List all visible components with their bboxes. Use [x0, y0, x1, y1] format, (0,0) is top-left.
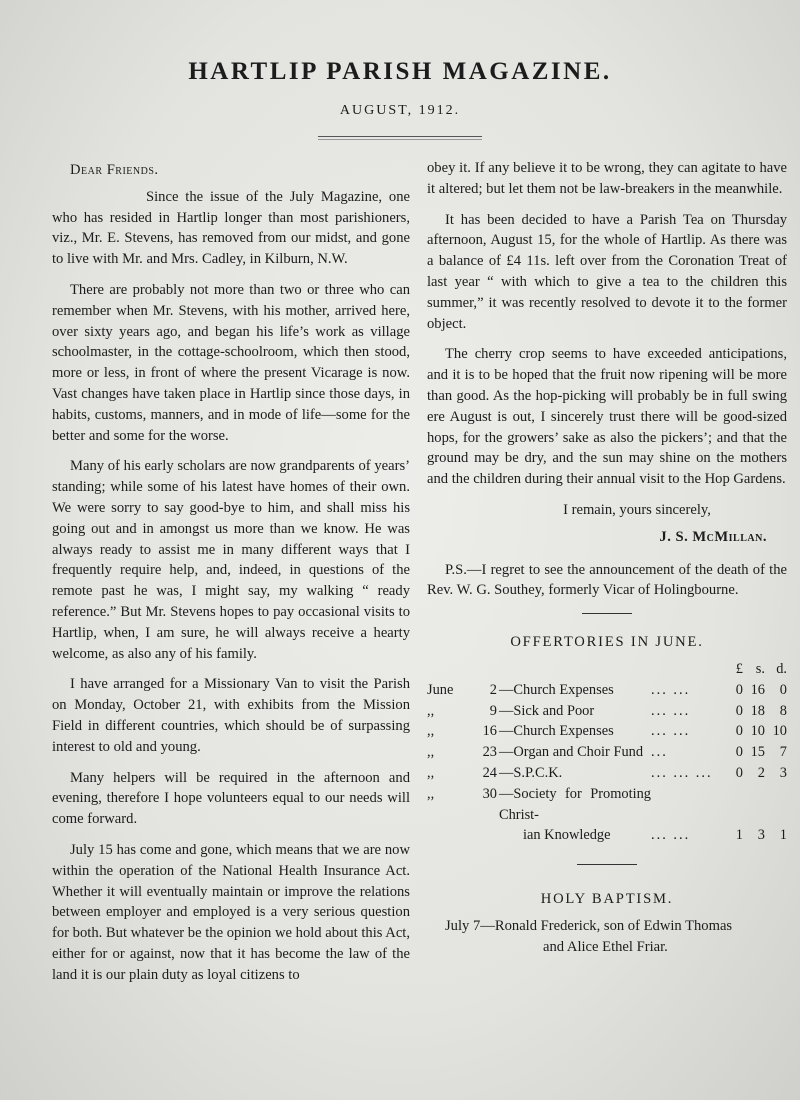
letter-paragraph: obey it. If any believe it to be wrong, they can agitate to have it altered; but let them not be law-breakers in the meanwhile. — [427, 160, 787, 197]
offertory-purpose: —Sick and Poor — [499, 702, 595, 719]
pounds-header: £ — [735, 660, 743, 677]
offertory-leader: ... ... — [651, 723, 691, 740]
issue-date: AUGUST, 1912. — [339, 103, 461, 118]
baptism-entry-line: and Alice Ethel Friar. — [543, 938, 668, 955]
offertory-row — [427, 721, 787, 742]
offertory-pence: 0 — [779, 681, 787, 698]
offertory-row — [427, 701, 787, 722]
offertory-day: 23 — [482, 744, 497, 761]
letter-paragraph: Many of his early scholars are now grandparents of years’ standing; while some of his latest have homes of their own. We were sorry to say good-bye to him, and shall miss his going out and in amongst us more than we know. He was always ready to assist me in many different ways that I frequently require help, and, indeed, in questions of the remote past he was, I might say, my walking “ ready reference.” But Mr. Stevens hopes to pay occasional visits to Hartlip, when, I am sure, he will always receive a hearty welcome, as also any of his family. — [52, 458, 410, 662]
offertory-leader: ... ... — [651, 827, 691, 844]
offertory-month: June — [427, 681, 454, 698]
offertory-pounds: 0 — [735, 681, 743, 698]
letter-paragraph: Many helpers will be required in the afternoon and evening, therefore I hope volunteers equal to our needs will come forward. — [52, 769, 410, 828]
offertory-shillings: 18 — [750, 702, 765, 719]
offertory-month — [427, 825, 467, 846]
offertory-row — [427, 742, 787, 763]
offertory-purpose: —Society for Promoting Christ- — [499, 785, 651, 823]
offertory-pounds: 0 — [735, 702, 743, 719]
pence-header: d. — [776, 660, 787, 677]
offertory-pounds: 1 — [735, 827, 743, 844]
letter-paragraph: It has been decided to have a Parish Tea on Thursday afternoon, August 15, for the whole of Hartlip. As there was a balance of £4 11s. left over from the Coronation Treat of last year “ with which to give a tea to the children this summer,” it was recently resolved to devote it to the former object. — [427, 211, 787, 332]
offertory-purpose: ian Knowledge — [523, 827, 611, 844]
letter-paragraph: I have arranged for a Missionary Van to visit the Parish on Monday, October 21, with exhibits from the Mission Field in different countries, which should be of surpassing interest to old and young. — [52, 676, 410, 755]
offertory-row — [427, 763, 787, 784]
letter-paragraph: The cherry crop seems to have exceeded anticipations, and it is to be hoped that the fruit now ripening will be more than good. As the hop-picking will probably be in full swing ere August is out, I sincerely trust there will be good-sized hops, for the growers’ sake as also the pickers’; and that the ground may be dry, and the sun may shine on the mothers and the children during their annual visit to the Hop Gardens. — [427, 346, 787, 488]
shillings-header: s. — [755, 660, 765, 677]
offertory-shillings: 2 — [757, 764, 765, 781]
offertory-day — [467, 825, 499, 846]
offertory-pounds: 0 — [735, 764, 743, 781]
section-divider — [582, 613, 632, 614]
offertory-month: ,, — [427, 723, 435, 740]
letter-closing: I remain, yours sincerely, — [563, 501, 711, 518]
offertory-shillings: 15 — [750, 744, 765, 761]
offertory-month: ,, — [427, 785, 435, 802]
offertory-month: ,, — [427, 702, 435, 719]
offertory-purpose: —Organ and Choir Fund — [499, 744, 644, 761]
offertory-pence: 8 — [779, 702, 787, 719]
offertory-purpose: —Church Expenses — [499, 681, 614, 698]
offertory-shillings — [743, 784, 765, 826]
letter-paragraph: July 15 has come and gone, which means that we are now within the operation of the National Health Insurance Act. Whether it will eventually maintain or improve the relations between employer and employed is a very serious question for both. But whatever be the opinion we hold about this Act, either for or against, now that it has become the law of the land it is our plain duty as loyal citizens to — [52, 841, 410, 983]
offertory-pence: 10 — [772, 723, 787, 740]
offertory-pounds: 0 — [735, 723, 743, 740]
header-rule — [318, 136, 482, 140]
offertory-pence: 3 — [779, 764, 787, 781]
offertory-leader: ... ... — [651, 702, 691, 719]
offertory-day: 24 — [482, 764, 497, 781]
offertory-pence — [765, 784, 787, 826]
offertory-pounds: 0 — [735, 744, 743, 761]
offertory-pence: 7 — [779, 744, 787, 761]
right-column — [427, 158, 787, 968]
offertory-pence: 1 — [779, 827, 787, 844]
left-column — [52, 160, 410, 995]
magazine-title: HARTLIP PARISH MAGAZINE. — [188, 58, 612, 85]
baptism-entry — [427, 916, 787, 958]
offertories-heading: OFFERTORIES IN JUNE. — [510, 634, 704, 651]
postscript: P.S.—I regret to see the announcement of the death of the Rev. W. G. Southey, formerly Vicar of Holingbourne. — [427, 561, 787, 599]
offertory-month: ,, — [427, 764, 435, 781]
offertory-day: 2 — [489, 681, 497, 698]
letter-paragraph: Since the issue of the July Magazine, one who has resided in Hartlip longer than most parishioners, viz., Mr. E. Stevens, has removed from our midst, and gone to live with Mr. and Mrs. Cadley, in Kilburn, N.W. — [52, 188, 410, 268]
offertory-shillings: 16 — [750, 681, 765, 698]
offertory-row — [427, 784, 787, 826]
offertory-row — [427, 825, 787, 846]
offertory-purpose: —S.P.C.K. — [499, 764, 563, 781]
offertory-day: 9 — [489, 702, 497, 719]
letter-salutation: Dear Friends. — [70, 162, 159, 178]
offertory-leader: ... ... — [651, 681, 691, 698]
section-divider — [577, 864, 637, 865]
offertory-row — [427, 680, 787, 701]
offertory-purpose: —Church Expenses — [499, 723, 614, 740]
offertory-leader — [651, 784, 721, 826]
offertory-leader: ... — [651, 744, 668, 761]
letter-paragraph: There are probably not more than two or three who can remember when Mr. Stevens, with his mother, arrived here, over sixty years ago, and began his life’s work as village schoolmaster, in the cottage-schoolroom, which then stood, more or less, in front of where the present Vicarage is now. Vast changes have taken place in Hartlip since those days, in habits, customs, manners, and in mode of life—some for the better and some for the worse. — [52, 281, 410, 444]
offertory-day: 30 — [482, 785, 497, 802]
offertory-leader: ... ... ... — [651, 764, 713, 781]
offertory-shillings: 10 — [750, 723, 765, 740]
baptism-entry-line: July 7—Ronald Frederick, son of Edwin Thomas — [445, 917, 733, 934]
baptism-heading: HOLY BAPTISM. — [540, 891, 674, 908]
currency-header-row — [427, 659, 787, 680]
offertory-shillings: 3 — [757, 827, 765, 844]
offertory-day: 16 — [482, 723, 497, 740]
offertory-pounds — [721, 784, 743, 826]
offertories-table — [427, 659, 787, 846]
letter-signature: J. S. McMillan. — [659, 528, 767, 545]
offertory-month: ,, — [427, 744, 435, 761]
